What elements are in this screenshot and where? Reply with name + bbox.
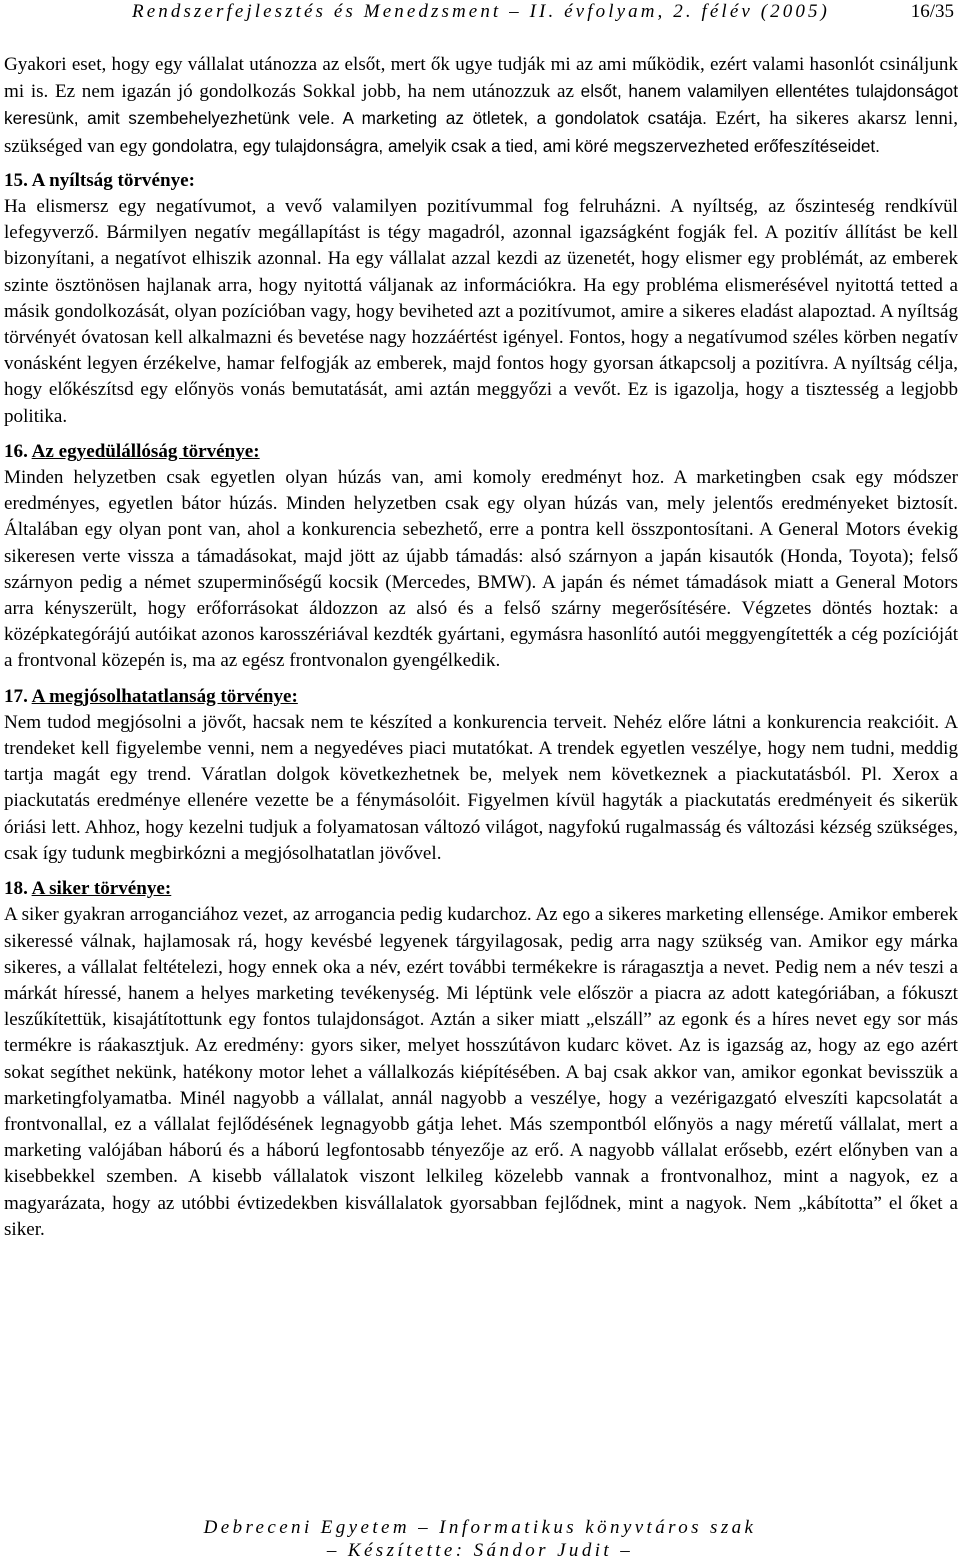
section-16 (4, 439, 958, 675)
intro-text-3: Ezért, ha sikeres akarsz lenni, szükséged van egy (4, 108, 958, 157)
section-number: 18. (4, 878, 28, 900)
section-number: 16. (4, 440, 28, 462)
section-number: 17. (4, 685, 28, 707)
section-title: A megjósolhatatlanság törvénye: (31, 685, 298, 707)
section-number: 15. (4, 169, 28, 191)
intro-paragraph (4, 52, 958, 160)
section-heading (4, 684, 958, 710)
section-heading (4, 439, 958, 465)
section-text: Nem tudod megjósolni a jövőt, hacsak nem te készíted a konkurencia terveit. Nehéz előre látni a konkurencia reakcióit. A trendeket kell figyelembe venni, nem a negyedéves piaci mutatókat. A trendek egyetlen veszélye, hogy nem tudni, meddig tartja magát egy trend. Váratlan dolgok következhetnek be, melyek nem következnek a piackutatásból. Pl. Xerox a piackutatás eredménye ellenére vezette be a fénymásolóit. Figyelmen kívül hagyták a piackutatás eredményeit és sikerük óriási lett. Ahhoz, hogy kezelni tudjuk a folyamatosan változó világot, nagyfokú rugalmasság és változási kézség szükséges, csak így tudunk megbirkózni a megjósolhatatlan jövővel. (4, 711, 958, 864)
section-15 (4, 168, 958, 430)
intro-text-1: Gyakori eset, hogy egy vállalat utánozza az elsőt, mert ők ugye tudják mi az ami működik, ezért valami hasonlót csináljunk mi is. Ez nem igazán jó gondolkozás Sokkal jobb, ha nem utánozzuk az (4, 54, 958, 103)
section-text: Minden helyzetben csak egyetlen olyan húzás van, ami komoly eredményt hoz. A marketingben csak egy módszer eredményes, egyetlen bátor húzás. Minden helyzetben csak egy olyan húzás van, mely jelentős eredményeket biztosít. Általában egy olyan pont van, ahol a konkurencia sebezhető, erre a pontra kell összpontosítani. A General Motors évekig sikeresen verte vissza a támadásokat, majd jött az újabb támadás: alsó szárnyon a japán kisautók (Honda, Toyota); felső szárnyon pedig a német szuperminőségű kocsik (Mercedes, BMW). A japán és német támadások miatt a General Motors arra kényszerült, hogy erőforrásokat áldozzon az alsó és a felső szárny megerősítésére. Végzetes döntés hoztak: a középkategórájú autóikat azonos karosszériával kezdték gyártani, egymásra hasonlító autói meggyengítették a cég pozícióját a frontvonal közepén is, ma az egész frontvonalon gyengélkedik. (4, 467, 958, 672)
document-body (4, 52, 958, 1252)
page-number: 16/35 (910, 1, 954, 22)
header-title: Rendszerfejlesztés és Menedzsment – II. évfolyam, 2. félév (2005) (132, 1, 830, 22)
footer-institution: Debreceni Egyetem – Informatikus könyvtáros szak (203, 1517, 757, 1538)
section-title: A siker törvénye: (31, 878, 172, 900)
section-heading (4, 168, 958, 194)
intro-text-2: elsőt, hanem valamilyen ellentétes tulajdonságot keresünk, amit szembehelyezhetünk vele. A marketing az ötletek, a gondolatok csatája. (4, 81, 958, 129)
page-header (0, 0, 960, 32)
section-title: Az egyedülállóság törvénye: (31, 440, 260, 462)
footer-author: – Készítette: Sándor Judit – (326, 1540, 634, 1561)
section-title: A nyíltság törvénye: (31, 169, 195, 191)
section-18 (4, 876, 958, 1243)
intro-text-4: gondolatra, egy tulajdonságra, amelyik csak a tied, ami köré megszervezheted erőfeszítéseidet. (151, 135, 880, 156)
section-heading (4, 876, 958, 902)
section-text: Ha elismersz egy negatívumot, a vevő valamilyen pozitívummal fog felruházni. A nyíltség, az őszinteség rendkívül lefegyverző. Bármilyen negatív megállapítást is tégy magadról, azonnal igazságként fogják fel. A pozitív állítást be kell bizonyítani, a negatívot elhiszik azonnal. Ha egy vállalat azzal kezdi az üzenetét, hogy elismer egy problémát, az emberek szinte ösztönösen hajlanak arra, hogy nyitottá váljanak az információkra. Ha egy probléma elismerésével nyitottá tetted a másik gondolkozását, olyan pozícióban vagy, hogy beviheted azt a pozitívumot, amire a sikeres eladást alapoztad. A nyíltság törvényét óvatosan kell alkalmazni és bevetése nagy hozzáértést igényel. Fontos, hogy a negatívumod széles körben negatív vonásként legyen érzékelve, hamar felfogják az emberek, majd fontos hogy gyorsan átkapcsolj a pozitívra. A nyíltság célja, hogy előkészítsd egy előnyös vonás bemutatását, ami aztán meggyőzi a vevőt. Ez is igazolja, hogy a tisztesség a legjobb politika. (4, 196, 958, 427)
section-17 (4, 684, 958, 867)
section-text: A siker gyakran arroganciához vezet, az arrogancia pedig kudarchoz. Az ego a sikeres marketing ellensége. Amikor emberek sikeressé válnak, hajlamosak rá, hogy kevésbé legyenek tárgyilagosak, pedig arra nagy szükség van. Amikor egy márka sikeres, a vállalat feltételezi, hogy ennek oka a név, ezért további termékekre is ráragasztja a nevet. Pedig nem a név teszi a márkát híressé, hanem a helyes marketing tevékenység. Mi léptünk vele először a piacra az adott kategóriában, a fókuszt leszűkítettük, kisajátítottunk egy fontos tulajdonságot. Aztán a siker miatt „elszáll” az egonk és a híres nevet egy sor más termékre is ráakasztjuk. Az eredmény: gyors siker, melyet hosszútávon kudarc követ. Az is igazság az, hogy az ego azért sokat segíthet nekünk, hatékony motor lehet a vállalkozás kiépítésében. A baj csak akkor van, amikor egonkat bevisszük a marketingfolyamatba. Minél nagyobb a vállalat, annál nagyobb a veszélye, hogy a vezérigazgató elveszíti kapcsolatát a frontvonallal, ez a vállalat fejlődésének legnagyobb gátja lehet. Más szempontból előnyös a nagy méretű vállalat, mert a marketing valójában háború és a háború legfontosabb tényezője az erő. A nagyobb vállalat erősebb, ezért előnyben van a kisebbekkel szemben. A kisebb vállalatok viszont lelkileg közelebb vannak a frontvonalhoz, mint a nagyok, ez a magyarázata, hogy az utóbbi évtizedekben kisvállalatok gyorsabban fejlődnek, mint a nagyok. Nem „kábította” el őket a siker. (4, 904, 958, 1240)
